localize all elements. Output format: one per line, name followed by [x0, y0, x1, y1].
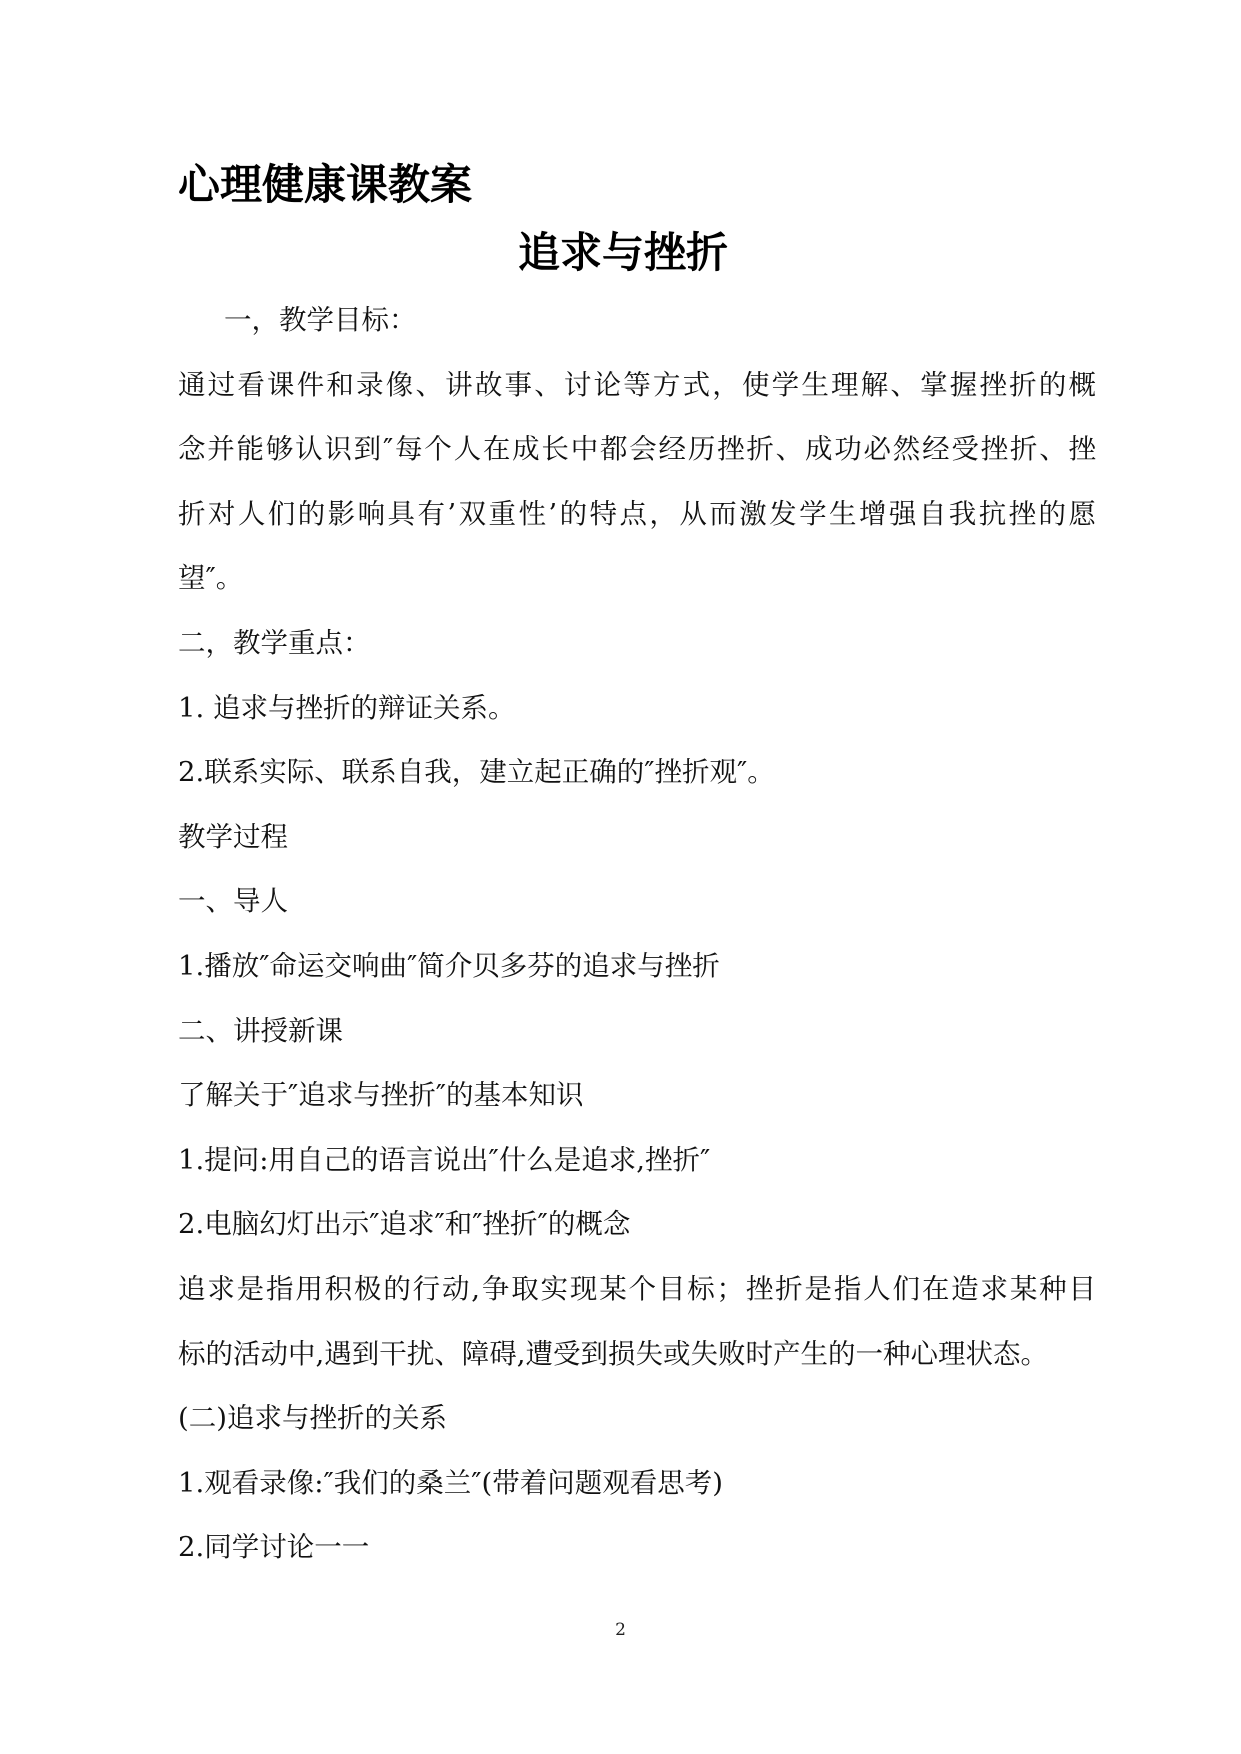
list-item: 1. 追求与挫折的辩证关系。 [178, 691, 516, 724]
list-item: 1.提问:用自己的语言说出″什么是追求,挫折″ [178, 1143, 711, 1176]
paragraph-line: 通过看课件和录像、讲故事、讨论等方式，使学生理解、掌握挫折的概 [178, 368, 1096, 401]
list-item: 2.电脑幻灯出示″追求″和″挫折″的概念 [178, 1208, 631, 1241]
paragraph-line: 了解关于″追求与挫折″的基本知识 [178, 1079, 584, 1112]
section-heading-intro: 一、导人 [178, 885, 288, 918]
document-subtitle: 追求与挫折 [518, 228, 729, 277]
paragraph-line: 折对人们的影响具有’双重性’的特点，从而激发学生增强自我抗挫的愿 [178, 497, 1096, 530]
paragraph-line: 念并能够认识到″每个人在成长中都会经历挫折、成功必然经受挫折、挫 [178, 433, 1096, 466]
section-heading-key-points: 二，教学重点： [178, 626, 371, 659]
list-item: 2.联系实际、联系自我，建立起正确的″挫折观″。 [178, 756, 775, 789]
paragraph-line: 望″。 [178, 562, 244, 595]
section-heading-new-lesson: 二、讲授新课 [178, 1014, 343, 1047]
section-heading-relationship: (二)追求与挫折的关系 [178, 1402, 447, 1435]
page-number: 2 [615, 1620, 626, 1640]
document-title: 心理健康课教案 [178, 160, 473, 209]
paragraph-line: 标的活动中,遇到干扰、障碍,遭受到损失或失败时产生的一种心理状态。 [178, 1337, 1048, 1370]
paragraph-line: 追求是指用积极的行动,争取实现某个目标；挫折是指人们在造求某种目 [178, 1272, 1096, 1305]
section-heading-process: 教学过程 [178, 820, 288, 853]
document-body [178, 288, 1096, 1580]
section-heading-objectives: 一，教学目标： [224, 304, 417, 336]
list-item: 1.播放″命运交响曲″简介贝多芬的追求与挫折 [178, 949, 720, 982]
list-item: 2.同学讨论一一 [178, 1531, 370, 1564]
list-item: 1.观看录像:″我们的桑兰″(带着问题观看思考) [178, 1466, 724, 1499]
